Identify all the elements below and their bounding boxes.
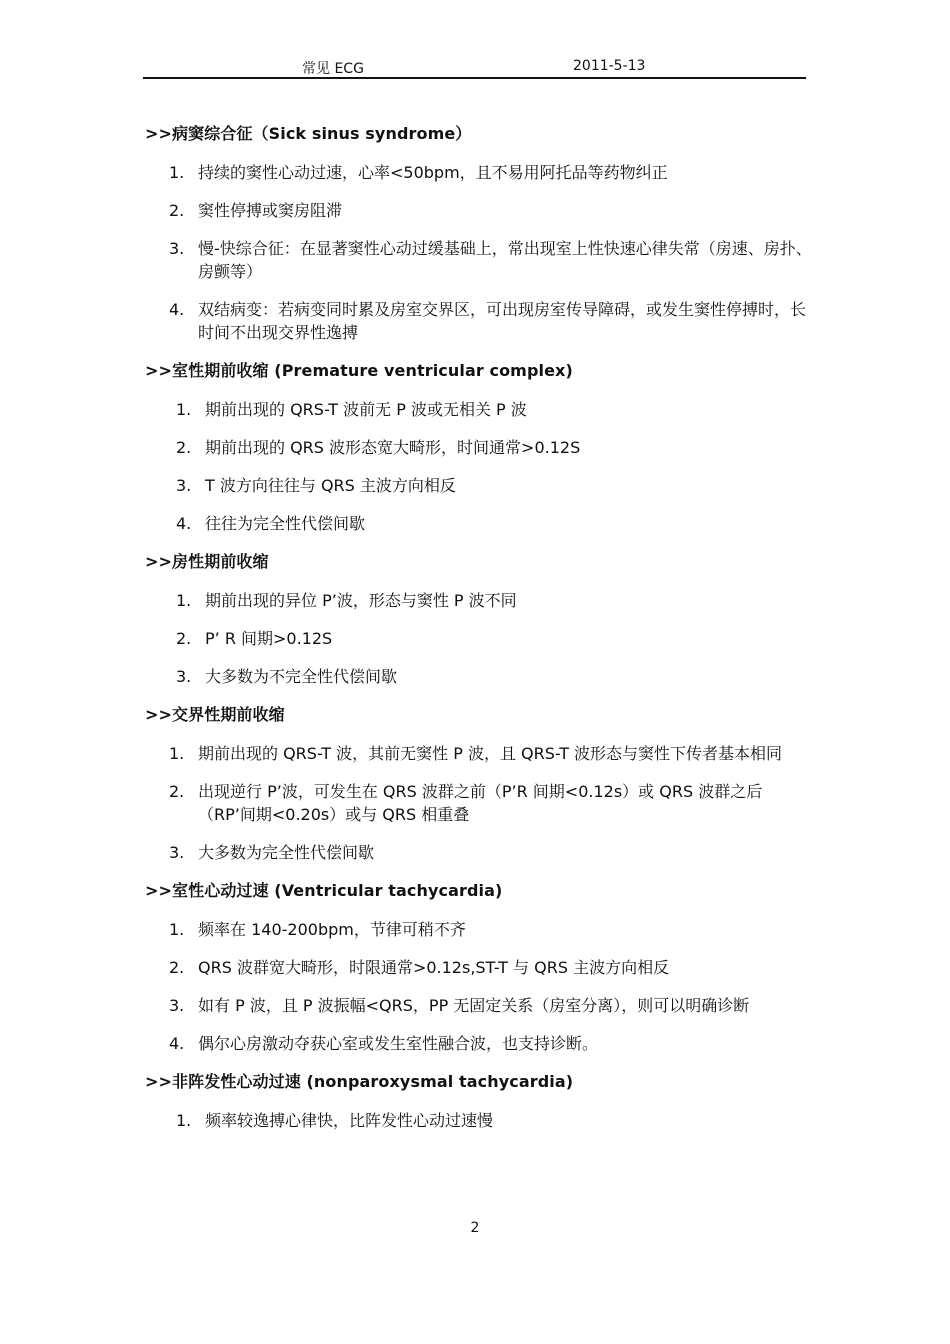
item-number: 4. (169, 300, 185, 319)
list-item (145, 627, 815, 650)
item-text: 双结病变：若病变同时累及房室交界区，可出现房室传导障碍，或发生窦性停搏时，长时间不出现交界性逸搏 (198, 300, 807, 342)
list-item (145, 398, 815, 421)
list-item (145, 994, 815, 1017)
item-text: 大多数为不完全性代偿间歇 (205, 667, 398, 686)
list-item (145, 956, 815, 979)
item-number: 4. (169, 1034, 185, 1053)
header-title: 常见 ECG (302, 61, 364, 77)
page-number: 2 (470, 1220, 480, 1236)
item-number: 2. (169, 201, 185, 220)
section-heading: >>病窦综合征（Sick sinus syndrome） (145, 124, 472, 143)
item-text: 偶尔心房激动夺获心室或发生室性融合波，也支持诊断。 (198, 1034, 599, 1053)
item-list (145, 398, 815, 535)
item-number: 2. (176, 629, 192, 648)
list-item (145, 512, 815, 535)
list-item (145, 1032, 815, 1055)
item-text: 频率较逸搏心律快，比阵发性心动过速慢 (205, 1111, 494, 1130)
list-item (145, 589, 815, 612)
item-text: T 波方向往往与 QRS 主波方向相反 (205, 476, 456, 495)
section-junctional-premature-complex (145, 703, 815, 864)
item-text: P’ R 间期>0.12S (205, 629, 333, 648)
section-sick-sinus-syndrome (145, 122, 815, 344)
item-text: QRS 波群宽大畸形，时限通常>0.12s,ST-T 与 QRS 主波方向相反 (198, 958, 670, 977)
item-text: 持续的窦性心动过速，心率<50bpm，且不易用阿托品等药物纠正 (198, 163, 668, 182)
list-item (145, 199, 815, 222)
item-text: 如有 P 波，且 P 波振幅<QRS，PP 无固定关系（房室分离），则可以明确诊断 (198, 996, 750, 1015)
item-number: 2. (169, 958, 185, 977)
section-heading: >>房性期前收缩 (145, 552, 269, 571)
list-item (145, 237, 815, 283)
item-number: 2. (176, 438, 192, 457)
item-text: 往往为完全性代偿间歇 (205, 514, 366, 533)
item-text: 慢-快综合征：在显著窦性心动过缓基础上，常出现室上性快速心律失常（房速、房扑、房颤等） (198, 239, 812, 281)
item-list (145, 1109, 815, 1132)
list-item (145, 436, 815, 459)
list-item (145, 298, 815, 344)
item-number: 3. (169, 843, 185, 862)
item-list (145, 161, 815, 344)
item-number: 2. (169, 782, 185, 801)
item-text: 大多数为完全性代偿间歇 (198, 843, 375, 862)
item-number: 1. (176, 1111, 192, 1130)
item-number: 3. (176, 667, 192, 686)
item-list (145, 589, 815, 688)
item-text: 期前出现的 QRS 波形态宽大畸形，时间通常>0.12S (205, 438, 581, 457)
section-premature-ventricular-complex (145, 359, 815, 535)
section-heading: >>非阵发性心动过速 (nonparoxysmal tachycardia) (145, 1072, 574, 1091)
section-heading: >>室性心动过速 (Ventricular tachycardia) (145, 881, 503, 900)
list-item (145, 742, 815, 765)
list-item (145, 841, 815, 864)
section-premature-atrial-complex (145, 550, 815, 688)
item-text: 期前出现的 QRS-T 波，其前无窦性 P 波，且 QRS-T 波形态与窦性下传者基本相同 (198, 744, 783, 763)
item-number: 1. (169, 744, 185, 763)
item-text: 期前出现的 QRS-T 波前无 P 波或无相关 P 波 (205, 400, 527, 419)
section-heading: >>交界性期前收缩 (145, 705, 285, 724)
item-number: 1. (176, 591, 192, 610)
list-item (145, 161, 815, 184)
document-body (145, 122, 815, 1132)
item-number: 3. (169, 239, 185, 258)
item-text: 期前出现的异位 P’波，形态与窦性 P 波不同 (205, 591, 517, 610)
item-number: 4. (176, 514, 192, 533)
item-list (145, 918, 815, 1055)
item-text: 窦性停搏或窦房阻滞 (198, 201, 343, 220)
list-item (145, 780, 815, 826)
item-number: 1. (176, 400, 192, 419)
section-heading: >>室性期前收缩 (Premature ventricular complex) (145, 361, 573, 380)
item-list (145, 742, 815, 864)
list-item (145, 918, 815, 941)
page-header (143, 58, 806, 79)
header-date: 2011-5-13 (573, 58, 646, 74)
item-text: 出现逆行 P’波，可发生在 QRS 波群之前（P’R 间期<0.12s）或 QRS 波群之后（RP’间期<0.20s）或与 QRS 相重叠 (198, 782, 763, 824)
item-number: 3. (169, 996, 185, 1015)
section-nonparoxysmal-tachycardia (145, 1070, 815, 1132)
item-number: 1. (169, 163, 185, 182)
list-item (145, 1109, 815, 1132)
list-item (145, 665, 815, 688)
item-number: 1. (169, 920, 185, 939)
item-number: 3. (176, 476, 192, 495)
section-ventricular-tachycardia (145, 879, 815, 1055)
list-item (145, 474, 815, 497)
item-text: 频率在 140-200bpm，节律可稍不齐 (198, 920, 466, 939)
